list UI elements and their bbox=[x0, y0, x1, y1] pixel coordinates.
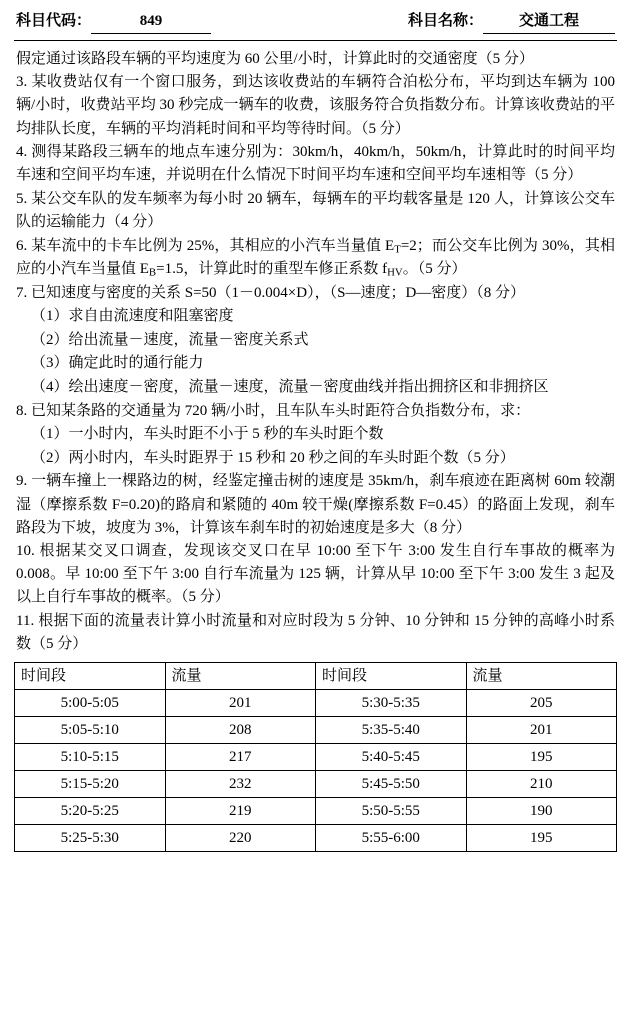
table-row bbox=[15, 825, 617, 852]
table-header-period-2: 时间段 bbox=[316, 663, 467, 690]
cell-period-2: 5:50-5:55 bbox=[316, 798, 467, 825]
cell-flow-2: 201 bbox=[466, 717, 617, 744]
cell-period-1: 5:05-5:10 bbox=[15, 717, 166, 744]
question-body bbox=[14, 48, 617, 656]
cell-flow-2: 190 bbox=[466, 798, 617, 825]
cell-flow-1: 201 bbox=[165, 690, 316, 717]
question-3: 3. 某收费站仅有一个窗口服务，到达该收费站的车辆符合泊松分布，平均到达车辆为 100 辆/小时，收费站平均 30 秒完成一辆车的收费，该服务符合负指数分布。计算该收费站的平均排队长度，车辆的平均消耗时间和平均等待时间。（5 分） bbox=[16, 74, 615, 137]
question-2-continuation: 假定通过该路段车辆的平均速度为 60 公里/小时，计算此时的交通密度（5 分） bbox=[16, 50, 534, 67]
question-8-item-2: （2）两小时内，车头时距界于 15 秒和 20 秒之间的车头时距个数（5 分） bbox=[31, 449, 515, 466]
question-7: 7. 已知速度与密度的关系 S=50（1－0.004×D），（S—速度；D—密度）（8 分） bbox=[16, 284, 526, 301]
cell-flow-1: 219 bbox=[165, 798, 316, 825]
cell-flow-1: 217 bbox=[165, 744, 316, 771]
cell-period-2: 5:45-5:50 bbox=[316, 771, 467, 798]
question-6-text-1: 6. 某车流中的卡车比例为 25%，其相应的小汽车当量值 E bbox=[16, 237, 395, 254]
question-6-text-3: =1.5，计算此时的重型车修正系数 f bbox=[156, 260, 388, 277]
cell-flow-1: 232 bbox=[165, 771, 316, 798]
cell-period-2: 5:35-5:40 bbox=[316, 717, 467, 744]
cell-period-2: 5:30-5:35 bbox=[316, 690, 467, 717]
question-6-sub-1: T bbox=[394, 243, 401, 256]
question-9: 9. 一辆车撞上一棵路边的树，经鉴定撞击树的速度是 35km/h，刹车痕迹在距离树 60m 较潮湿（摩擦系数 F=0.20)的路肩和紧随的 40m 较干燥(摩擦系数 F=0.45）的路面上发现，刹车路段为下坡，坡度为 3%，计算该车刹车时的初始速度是多大（8 分） bbox=[16, 473, 615, 536]
cell-flow-2: 195 bbox=[466, 825, 617, 852]
cell-flow-2: 195 bbox=[466, 744, 617, 771]
header-divider bbox=[14, 40, 617, 41]
flow-table bbox=[14, 662, 617, 852]
question-8-item-1: （1）一小时内，车头时距不小于 5 秒的车头时距个数 bbox=[31, 426, 384, 443]
question-8: 8. 已知某条路的交通量为 720 辆/小时，且车队车头时距符合负指数分布，求： bbox=[16, 402, 531, 419]
cell-period-1: 5:20-5:25 bbox=[15, 798, 166, 825]
cell-period-1: 5:15-5:20 bbox=[15, 771, 166, 798]
cell-flow-1: 220 bbox=[165, 825, 316, 852]
question-6-sub-2: B bbox=[148, 266, 157, 279]
page-header bbox=[14, 8, 617, 40]
table-header-flow-1: 流量 bbox=[165, 663, 316, 690]
question-7-item-3: （3）确定此时的通行能力 bbox=[31, 355, 204, 372]
table-header-period-1: 时间段 bbox=[15, 663, 166, 690]
question-7-item-1: （1）求自由流速度和阻塞密度 bbox=[31, 308, 234, 325]
question-7-item-2: （2）给出流量－速度，流量－密度关系式 bbox=[31, 331, 309, 348]
table-header-flow-2: 流量 bbox=[466, 663, 617, 690]
question-11: 11. 根据下面的流量表计算小时流量和对应时段为 5 分钟、10 分钟和 15 分钟的高峰小时系数（5 分） bbox=[16, 612, 615, 653]
subject-code-label: 科目代码： bbox=[16, 13, 92, 29]
table-row bbox=[15, 771, 617, 798]
cell-period-1: 5:10-5:15 bbox=[15, 744, 166, 771]
question-7-item-4: （4）绘出速度－密度，流量－速度，流量－密度曲线并指出拥挤区和非拥挤区 bbox=[31, 379, 549, 396]
table-header-row bbox=[15, 663, 617, 690]
table-row bbox=[15, 717, 617, 744]
subject-code-value: 849 bbox=[91, 10, 211, 34]
question-5: 5. 某公交车队的发车频率为每小时 20 辆车，每辆车的平均载客量是 120 人，计算该公交车队的运输能力（4 分） bbox=[16, 190, 615, 230]
cell-period-1: 5:00-5:05 bbox=[15, 690, 166, 717]
cell-flow-2: 205 bbox=[466, 690, 617, 717]
cell-period-1: 5:25-5:30 bbox=[15, 825, 166, 852]
question-10: 10. 根据某交叉口调查，发现该交叉口在早 10:00 至下午 3:00 发生自行车事故的概率为 0.008。早 10:00 至下午 3:00 自行车流量为 125 辆，计算从早 10:00 至下午 3:00 发生 3 起及以上自行车事故的概率。（5 分） bbox=[16, 543, 615, 606]
table-row bbox=[15, 798, 617, 825]
question-4: 4. 测得某路段三辆车的地点车速分别为：30km/h，40km/h，50km/h，计算此时的时间平均车速和空间平均车速，并说明在什么情况下时间平均车速和空间平均车速相等（5 分） bbox=[16, 144, 615, 184]
question-6 bbox=[16, 235, 615, 282]
question-6-sub-3: HV bbox=[387, 266, 403, 279]
cell-flow-1: 208 bbox=[165, 717, 316, 744]
table-row bbox=[15, 690, 617, 717]
subject-name-label: 科目名称： bbox=[407, 13, 483, 29]
cell-flow-2: 210 bbox=[466, 771, 617, 798]
cell-period-2: 5:55-6:00 bbox=[316, 825, 467, 852]
subject-name-value: 交通工程 bbox=[483, 10, 615, 34]
cell-period-2: 5:40-5:45 bbox=[316, 744, 467, 771]
question-6-text-2: =2；而公交车比例为 30%，其相应的小汽车当量值 E bbox=[16, 237, 615, 277]
question-6-text-4: 。（5 分） bbox=[402, 260, 467, 277]
table-row bbox=[15, 744, 617, 771]
